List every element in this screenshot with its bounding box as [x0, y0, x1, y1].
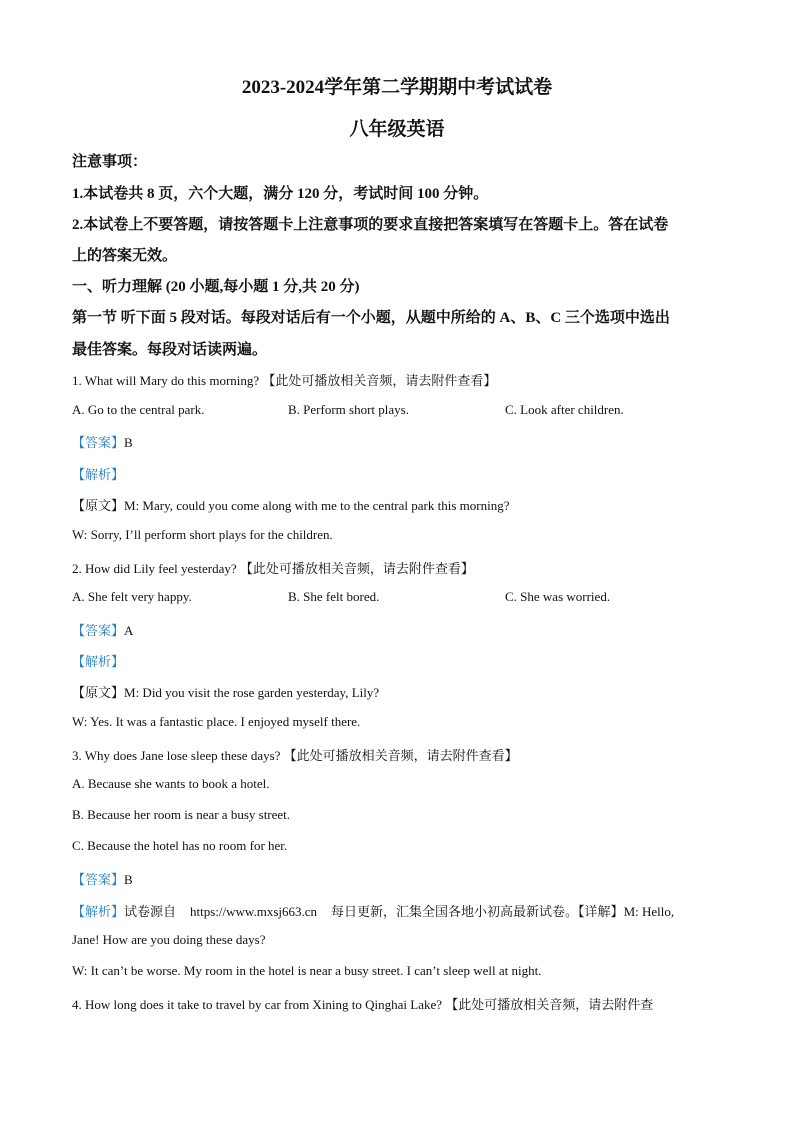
question-2-answer [72, 620, 133, 639]
question-1-option-b: B. Perform short plays. [288, 402, 409, 417]
answer-label: 【答案】 [72, 872, 125, 887]
analysis-label: 【解析】 [72, 904, 125, 919]
question-2-original [72, 682, 379, 701]
exam-subtitle: 八年级英语 [349, 119, 445, 140]
question-3-answer [72, 869, 133, 888]
question-3-woman-line: W: It can’t be worse. My room in the hotel is near a busy street. I can’t sleep well at night. [72, 963, 542, 978]
question-3-option-c: C. Because the hotel has no room for her. [72, 838, 288, 853]
source-suffix: 每日更新，汇集全国各地小初高最新试卷。 [331, 904, 579, 919]
question-2-option-c: C. She was worried. [505, 589, 611, 604]
original-text: M: Did you visit the rose garden yesterday, Lily? [124, 685, 380, 700]
question-3-analysis [72, 901, 674, 920]
question-3: 3. Why does Jane lose sleep these days? 【此处可播放相关音频，请去附件查看】 [72, 748, 518, 763]
notice-heading: 注意事项： [72, 154, 148, 170]
question-2-option-a: A. She felt very happy. [72, 589, 192, 604]
detail-label: 【详解】 [578, 904, 624, 919]
question-3-option-b: B. Because her room is near a busy street. [72, 807, 291, 822]
question-2: 2. How did Lily feel yesterday? 【此处可播放相关音频，请去附件查看】 [72, 561, 474, 576]
original-label: 【原文】 [72, 685, 125, 700]
source-link[interactable]: https://www.mxsj663.cn [190, 904, 318, 919]
answer-label: 【答案】 [72, 435, 125, 450]
question-4: 4. How long does it take to travel by car from Xining to Qinghai Lake? 【此处可播放相关音频，请去附件查 [72, 997, 654, 1012]
question-2-woman-line: W: Yes. It was a fantastic place. I enjoyed myself there. [72, 714, 361, 729]
question-2-option-b: B. She felt bored. [288, 589, 380, 604]
original-label: 【原文】 [72, 498, 125, 513]
notice-item-1: 1.本试卷共 8 页，六个大题，满分 120 分，考试时间 100 分钟。 [72, 186, 489, 202]
original-text: M: Mary, could you come along with me to the central park this morning? [124, 498, 510, 513]
detail-text: M: Hello, [623, 904, 675, 919]
question-1-analysis [72, 464, 124, 483]
answer-value: B [124, 872, 133, 887]
question-3-dialogue-line: Jane! How are you doing these days? [72, 932, 266, 947]
part-1-instruction-line-2: 最佳答案。每段对话读两遍。 [72, 342, 268, 358]
question-1-option-a: A. Go to the central park. [72, 402, 205, 417]
question-1-original [72, 495, 509, 514]
notice-item-2-line-2: 上的答案无效。 [72, 248, 178, 264]
answer-label: 【答案】 [72, 623, 125, 638]
answer-value: B [124, 435, 133, 450]
question-1-woman-line: W: Sorry, I’ll perform short plays for the children. [72, 527, 333, 542]
analysis-label: 【解析】 [72, 467, 125, 482]
question-1-answer [72, 432, 133, 451]
part-1-instruction-line-1: 第一节 听下面 5 段对话。每段对话后有一个小题，从题中所给的 A、B、C 三个选项中选出 [72, 310, 670, 326]
exam-title: 2023-2024学年第二学期期中考试试卷 [241, 77, 553, 98]
question-1-option-c: C. Look after children. [505, 402, 624, 417]
question-3-option-a: A. Because she wants to book a hotel. [72, 776, 270, 791]
answer-value: A [124, 623, 134, 638]
notice-item-2-line-1: 2.本试卷上不要答题，请按答题卡上注意事项的要求直接把答案填写在答题卡上。答在试卷 [72, 217, 669, 233]
analysis-label: 【解析】 [72, 654, 125, 669]
question-1: 1. What will Mary do this morning? 【此处可播放相关音频，请去附件查看】 [72, 373, 497, 388]
section-1-heading: 一、听力理解 (20 小题,每小题 1 分,共 20 分) [72, 279, 360, 295]
source-prefix: 试卷源自 [124, 904, 177, 919]
question-2-analysis [72, 651, 124, 670]
